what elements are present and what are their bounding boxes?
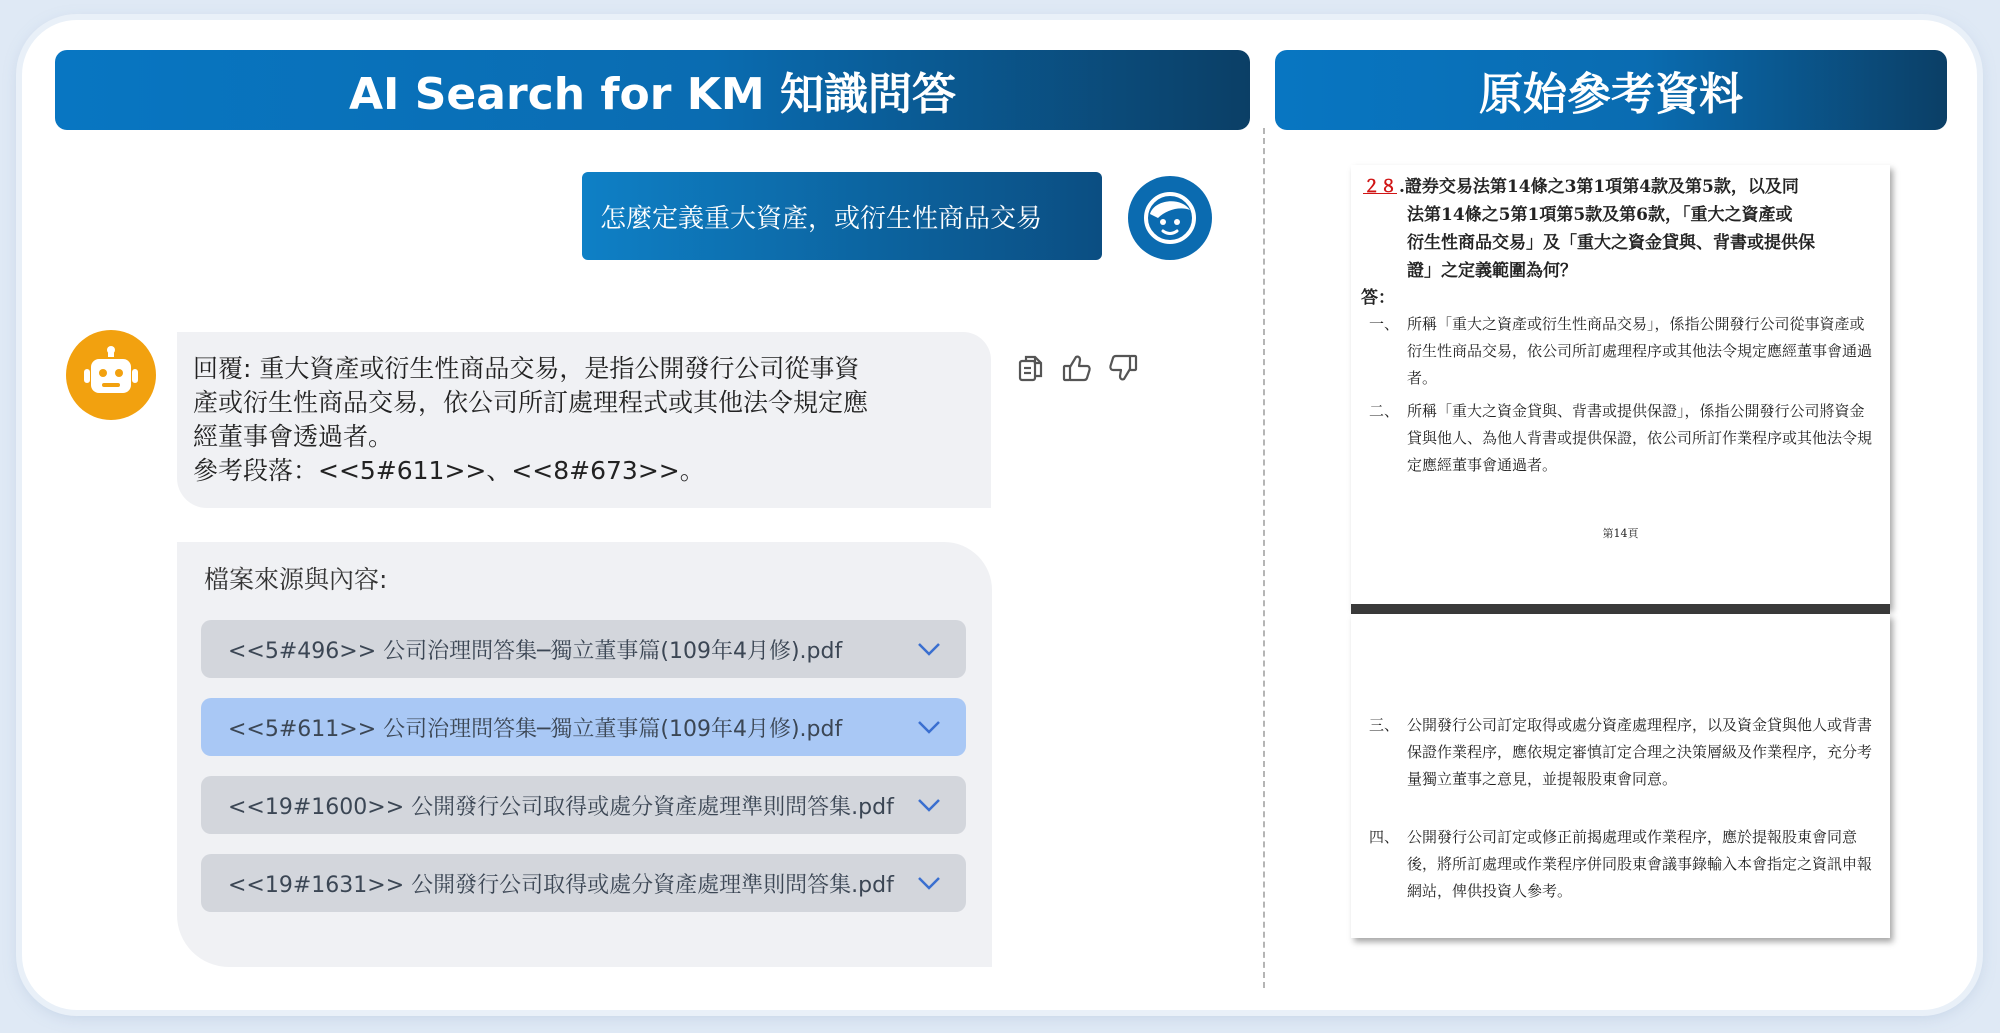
document-paragraph — [1369, 824, 1879, 905]
question-line: .證券交易法第14條之3第1項第4款及第5款，以及同 — [1399, 177, 1799, 197]
thumbs-up-icon[interactable] — [1061, 352, 1093, 384]
answer-actions — [1015, 352, 1139, 384]
chevron-down-icon — [916, 793, 942, 817]
user-message-bubble — [582, 172, 1102, 260]
chat-panel-header: AI Search for KM 知識問答 — [55, 50, 1250, 130]
reference-page-bottom — [1351, 614, 1890, 938]
question-line: 法第14條之5第1項第5款及第6款，「重大之資產或 — [1407, 205, 1793, 225]
chevron-down-icon — [916, 715, 942, 739]
document-paragraph — [1369, 712, 1879, 793]
paragraph-label: 一、 — [1369, 315, 1400, 333]
user-avatar-icon — [1128, 176, 1212, 260]
paragraph-text: 公開發行公司訂定或修正前揭處理或作業程序，應於提報股東會同意後，將所訂處理或作業程序併同股東會議事錄輸入本會指定之資訊申報網站，俾供投資人參考。 — [1407, 828, 1873, 900]
answer-label: 答： — [1361, 288, 1395, 308]
user-message-text: 怎麼定義重大資產，或衍生性商品交易 — [600, 203, 1043, 234]
panel-divider — [1263, 128, 1265, 988]
paragraph-text: 所稱「重大之資產或衍生性商品交易」，係指公開發行公司從事資產或衍生性商品交易，依公司所訂處理程序或其他法令規定應經董事會通過者。 — [1407, 315, 1873, 387]
paragraph-text: 所稱「重大之資金貸與、背書或提供保證」，係指公開發行公司將資金貸與他人、為他人背書或提供保證，依公司所訂作業程序或其他法令規定應經董事會通過者。 — [1407, 402, 1873, 474]
answer-line: 產或衍生性商品交易，依公司所訂處理程式或其他法令規定應 — [193, 388, 869, 417]
source-item-label: <<5#611>> 公司治理問答集─獨立董事篇(109年4月修).pdf — [228, 716, 843, 742]
paragraph-label: 三、 — [1369, 716, 1400, 734]
chevron-down-icon — [916, 637, 942, 661]
source-item-label: <<19#1631>> 公開發行公司取得或處分資產處理準則問答集.pdf — [228, 872, 894, 898]
reference-panel-header: 原始參考資料 — [1275, 50, 1947, 130]
document-question — [1363, 173, 1878, 285]
source-item-label: <<5#496>> 公司治理問答集─獨立董事篇(109年4月修).pdf — [228, 638, 843, 664]
bot-answer-bubble — [177, 332, 991, 508]
question-number: ２８ — [1363, 177, 1397, 197]
question-line: 證」之定義範圍為何？ — [1407, 261, 1577, 281]
source-item-selected[interactable] — [201, 698, 966, 756]
sources-title: 檔案來源與內容: — [204, 565, 388, 594]
bot-avatar-icon — [66, 330, 156, 420]
document-paragraph — [1369, 398, 1879, 479]
answer-references: 參考段落：<<5#611>>、<<8#673>>。 — [193, 456, 705, 485]
source-item-label: <<19#1600>> 公開發行公司取得或處分資產處理準則問答集.pdf — [228, 794, 894, 820]
question-line: 衍生性商品交易」及「重大之資金貸與、背書或提供保 — [1407, 233, 1815, 253]
answer-line: 回覆: 重大資產或衍生性商品交易，是指公開發行公司從事資 — [193, 354, 860, 383]
paragraph-text: 公開發行公司訂定取得或處分資產處理程序，以及資金貸與他人或背書保證作業程序，應依規定審慎訂定合理之決策層級及作業程序，充分考量獨立董事之意見，並提報股東會同意。 — [1407, 716, 1873, 788]
copy-icon[interactable] — [1015, 352, 1047, 384]
source-item[interactable] — [201, 854, 966, 912]
source-item[interactable] — [201, 776, 966, 834]
paragraph-label: 二、 — [1369, 402, 1400, 420]
paragraph-label: 四、 — [1369, 828, 1400, 846]
source-item[interactable] — [201, 620, 966, 678]
document-paragraph — [1369, 311, 1879, 392]
page-number: 第14頁 — [1602, 527, 1639, 540]
chevron-down-icon — [916, 871, 942, 895]
sources-panel — [177, 542, 992, 967]
reference-page-top — [1351, 165, 1890, 608]
thumbs-down-icon[interactable] — [1107, 352, 1139, 384]
answer-line: 經董事會透過者。 — [193, 422, 394, 451]
